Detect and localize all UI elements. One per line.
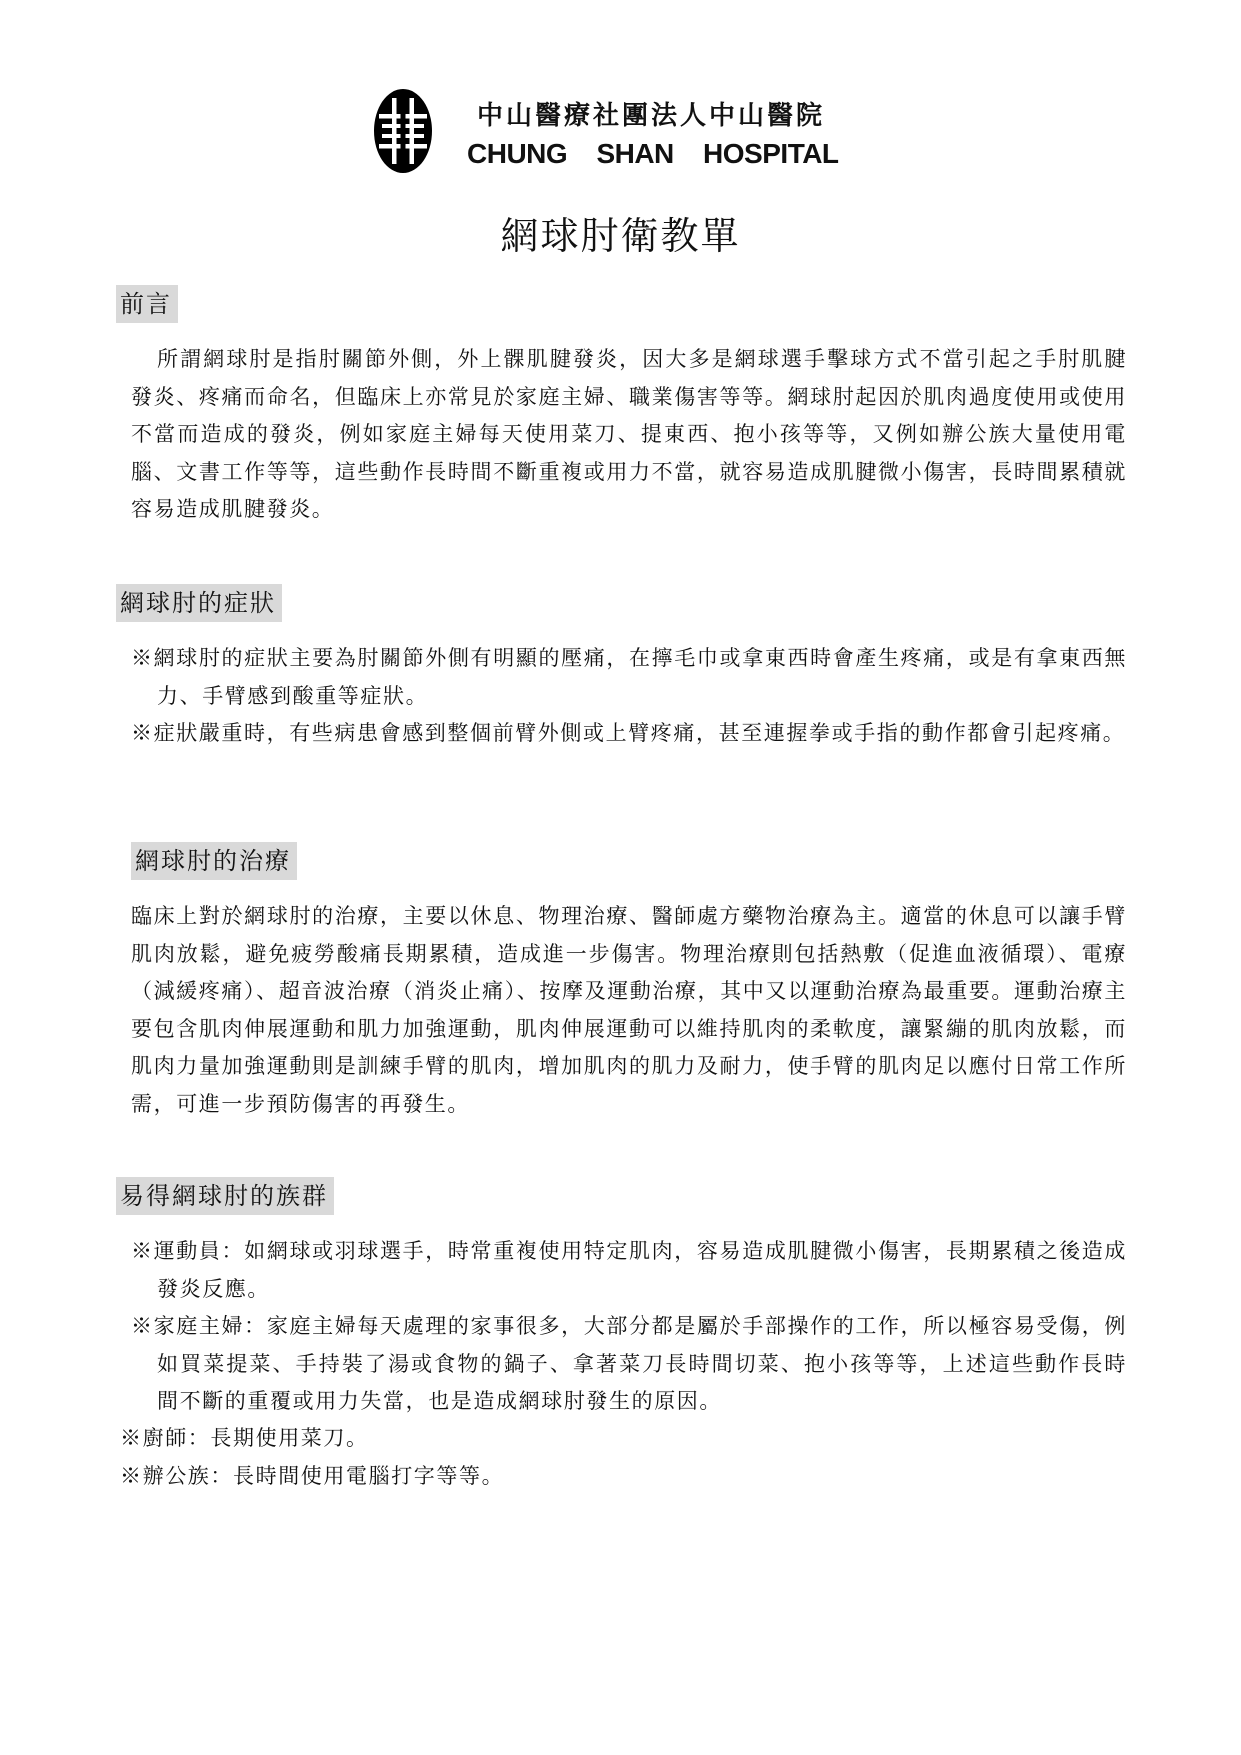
treatment-paragraph: 臨床上對於網球肘的治療，主要以休息、物理治療、醫師處方藥物治療為主。適當的休息可以讓手臂肌肉放鬆，避免疲勞酸痛長期累積，造成進一步傷害。物理治療則包括熱敷（促進血液循環）、電療（減緩疼痛）、超音波治療（消炎止痛）、按摩及運動治療，其中又以運動治療為最重要。運動治療主要包含肌肉伸展運動和肌力加強運動，肌肉伸展運動可以維持肌肉的柔軟度，讓緊繃的肌肉放鬆，而肌肉力量加強運動則是訓練手臂的肌肉，增加肌肉的肌力及耐力，使手臂的肌肉足以應付日常工作所需，可進一步預防傷害的再發生。 (131, 904, 1127, 1116)
risk-group-item: ※廚師：長期使用菜刀。 (120, 1426, 369, 1450)
hospital-logo-icon (373, 88, 433, 174)
hospital-header (373, 88, 853, 184)
risk-group-item: ※辦公族：長時間使用電腦打字等等。 (120, 1464, 505, 1488)
document-title: 網球肘衛教單 (500, 214, 741, 258)
symptom-item: ※網球肘的症狀主要為肘關節外側有明顯的壓痛，在擰毛巾或拿東西時會產生疼痛，或是有拿東西無力、手臂感到酸重等症狀。 (131, 646, 1127, 708)
symptom-item: ※症狀嚴重時，有些病患會感到整個前臂外側或上臂疼痛，甚至連握拳或手指的動作都會引起疼痛。 (131, 721, 1126, 745)
intro-paragraph: 所謂網球肘是指肘關節外側，外上髁肌腱發炎，因大多是網球選手擊球方式不當引起之手肘肌腱發炎、疼痛而命名，但臨床上亦常見於家庭主婦、職業傷害等等。網球肘起因於肌肉過度使用或使用不當而造成的發炎，例如家庭主婦每天使用菜刀、提東西、抱小孩等等，又例如辦公族大量使用電腦、文書工作等等，這些動作長時間不斷重複或用力不當，就容易造成肌腱微小傷害，長時間累積就容易造成肌腱發炎。 (131, 347, 1127, 521)
risk-group-item: ※運動員：如網球或羽球選手，時常重複使用特定肌肉，容易造成肌腱微小傷害，長期累積之後造成發炎反應。 (131, 1239, 1127, 1301)
section-heading-risk-groups: 易得網球肘的族群 (116, 1177, 334, 1215)
hospital-name-zh: 中山醫療社團法人中山醫院 (477, 101, 826, 131)
section-heading-treatment: 網球肘的治療 (131, 842, 297, 880)
section-heading-symptoms: 網球肘的症狀 (116, 584, 282, 622)
section-heading-intro: 前言 (116, 285, 178, 323)
risk-group-item: ※家庭主婦：家庭主婦每天處理的家事很多，大部分都是屬於手部操作的工作，所以極容易受傷，例如買菜提菜、手持裝了湯或食物的鍋子、拿著菜刀長時間切菜、抱小孩等等，上述這些動作長時間不斷的重覆或用力失當，也是造成網球肘發生的原因。 (131, 1314, 1127, 1413)
hospital-name-en: CHUNG SHAN HOSPITAL (467, 138, 839, 169)
